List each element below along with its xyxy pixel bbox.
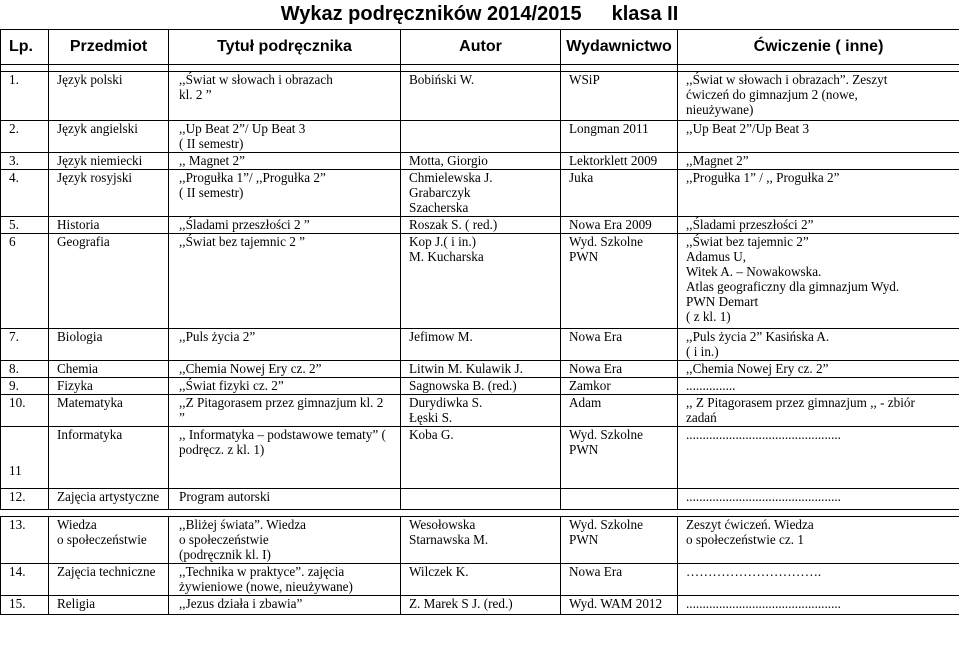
cell-title: ,,Puls życia 2”	[169, 329, 401, 361]
cell-title: ,,Bliżej świata”. Wiedza o społeczeństwie (podręcznik kl. I)	[169, 517, 401, 564]
col-header-subject: Przedmiot	[49, 30, 169, 65]
cell-exercise: ,,Magnet 2”	[678, 153, 959, 170]
table-row	[1, 596, 959, 615]
cell-exercise: ,,Up Beat 2”/Up Beat 3	[678, 121, 959, 153]
table-row	[1, 329, 959, 361]
cell-title: ,,Jezus działa i zbawia”	[169, 596, 401, 615]
title-class: klasa II	[611, 3, 679, 25]
cell-lp: 11	[1, 427, 49, 489]
cell-subject: Informatyka	[49, 427, 169, 489]
cell-publisher: Lektorklett 2009	[561, 153, 678, 170]
cell-exercise: ,,Chemia Nowej Ery cz. 2”	[678, 361, 959, 378]
cell-exercise: ,,Świat w słowach i obrazach”. Zeszyt ćwiczeń do gimnazjum 2 (nowe, nieużywane)	[678, 72, 959, 121]
table-row	[1, 361, 959, 378]
cell-subject: Religia	[49, 596, 169, 615]
cell-author	[401, 489, 561, 510]
cell-title: ,,Chemia Nowej Ery cz. 2”	[169, 361, 401, 378]
cell-subject: Matematyka	[49, 395, 169, 427]
cell-exercise: ,,Progułka 1” / ,, Progułka 2”	[678, 170, 959, 217]
cell-publisher: Nowa Era	[561, 564, 678, 596]
cell-author: Bobiński W.	[401, 72, 561, 121]
col-header-lp: Lp.	[1, 30, 49, 65]
cell-subject: Historia	[49, 217, 169, 234]
cell-exercise: ...............................................	[678, 596, 959, 615]
cell-author: Sagnowska B. (red.)	[401, 378, 561, 395]
cell-publisher: Juka	[561, 170, 678, 217]
cell-lp: 1.	[1, 72, 49, 121]
cell-subject: Chemia	[49, 361, 169, 378]
cell-lp: 8.	[1, 361, 49, 378]
cell-subject: Wiedza o społeczeństwie	[49, 517, 169, 564]
cell-author: Roszak S. ( red.)	[401, 217, 561, 234]
table-row	[1, 517, 959, 564]
cell-author: Litwin M. Kulawik J.	[401, 361, 561, 378]
table-row	[1, 489, 959, 510]
cell-exercise: ...............................................	[678, 489, 959, 510]
cell-lp: 3.	[1, 153, 49, 170]
cell-author	[401, 121, 561, 153]
cell-author: Jefimow M.	[401, 329, 561, 361]
cell-subject: Geografia	[49, 234, 169, 329]
cell-publisher: Longman 2011	[561, 121, 678, 153]
document-title	[0, 1, 959, 27]
table-row	[1, 564, 959, 596]
table-row	[1, 427, 959, 489]
cell-title: ,,Świat bez tajemnic 2 ”	[169, 234, 401, 329]
cell-publisher: WSiP	[561, 72, 678, 121]
cell-publisher: Zamkor	[561, 378, 678, 395]
cell-exercise: ,,Śladami przeszłości 2”	[678, 217, 959, 234]
textbook-table	[0, 29, 959, 615]
cell-author: Durydiwka S. Łęski S.	[401, 395, 561, 427]
cell-subject: Język polski	[49, 72, 169, 121]
table-row	[1, 153, 959, 170]
table-row	[1, 217, 959, 234]
cell-title: ,,Śladami przeszłości 2 ”	[169, 217, 401, 234]
cell-author: Koba G.	[401, 427, 561, 489]
cell-lp: 6	[1, 234, 49, 329]
cell-lp: 15.	[1, 596, 49, 615]
cell-publisher: Wyd. Szkolne PWN	[561, 427, 678, 489]
cell-title: ,,Świat fizyki cz. 2”	[169, 378, 401, 395]
cell-publisher: Nowa Era	[561, 361, 678, 378]
cell-lp: 13.	[1, 517, 49, 564]
header-gap-row	[1, 65, 959, 72]
table-row	[1, 121, 959, 153]
cell-author: Motta, Giorgio	[401, 153, 561, 170]
cell-exercise: ,, Z Pitagorasem przez gimnazjum ,, - zbiór zadań	[678, 395, 959, 427]
cell-lp: 12.	[1, 489, 49, 510]
title-main: Wykaz podręczników 2014/2015	[280, 3, 582, 25]
cell-lp: 5.	[1, 217, 49, 234]
cell-author: Wesołowska Starnawska M.	[401, 517, 561, 564]
cell-publisher: Wyd. Szkolne PWN	[561, 234, 678, 329]
table-row	[1, 378, 959, 395]
cell-publisher: Adam	[561, 395, 678, 427]
cell-title: ,,Technika w praktyce”. zajęcia żywieniowe (nowe, nieużywane)	[169, 564, 401, 596]
cell-title: ,,Progułka 1”/ ,,Progułka 2” ( II semestr)	[169, 170, 401, 217]
col-header-publisher: Wydawnictwo	[561, 30, 678, 65]
cell-publisher: Wyd. Szkolne PWN	[561, 517, 678, 564]
cell-exercise: ………………………….	[678, 564, 959, 596]
cell-exercise: ,,Świat bez tajemnic 2” Adamus U, Witek A. – Nowakowska. Atlas geograficzny dla gimnazjum Wyd. PWN Demart ( z kl. 1)	[678, 234, 959, 329]
cell-subject: Zajęcia artystyczne	[49, 489, 169, 510]
cell-subject: Fizyka	[49, 378, 169, 395]
table-row	[1, 395, 959, 427]
cell-lp: 14.	[1, 564, 49, 596]
cell-author: Z. Marek S J. (red.)	[401, 596, 561, 615]
cell-author: Wilczek K.	[401, 564, 561, 596]
cell-exercise: Zeszyt ćwiczeń. Wiedza o społeczeństwie cz. 1	[678, 517, 959, 564]
cell-subject: Zajęcia techniczne	[49, 564, 169, 596]
cell-exercise: ...............	[678, 378, 959, 395]
cell-lp: 9.	[1, 378, 49, 395]
cell-subject: Język angielski	[49, 121, 169, 153]
cell-lp: 4.	[1, 170, 49, 217]
cell-title: ,, Informatyka – podstawowe tematy” ( podręcz. z kl. 1)	[169, 427, 401, 489]
cell-lp: 7.	[1, 329, 49, 361]
cell-title: ,,Świat w słowach i obrazach kl. 2 ”	[169, 72, 401, 121]
col-header-exercise: Ćwiczenie ( inne)	[678, 30, 959, 65]
col-header-author: Autor	[401, 30, 561, 65]
cell-author: Kop J.( i in.) M. Kucharska	[401, 234, 561, 329]
col-header-title: Tytuł podręcznika	[169, 30, 401, 65]
cell-publisher: Wyd. WAM 2012	[561, 596, 678, 615]
cell-lp: 2.	[1, 121, 49, 153]
cell-title: ,,Up Beat 2”/ Up Beat 3 ( II semestr)	[169, 121, 401, 153]
table-row	[1, 234, 959, 329]
cell-publisher: Nowa Era 2009	[561, 217, 678, 234]
table-row	[1, 72, 959, 121]
cell-subject: Biologia	[49, 329, 169, 361]
cell-title: ,, Magnet 2”	[169, 153, 401, 170]
header-row	[1, 30, 959, 65]
cell-exercise: ...............................................	[678, 427, 959, 489]
cell-lp: 10.	[1, 395, 49, 427]
cell-title: ,,Z Pitagorasem przez gimnazjum kl. 2 ”	[169, 395, 401, 427]
cell-publisher: Nowa Era	[561, 329, 678, 361]
table-row	[1, 170, 959, 217]
spacer-row	[1, 510, 959, 517]
cell-exercise: ,,Puls życia 2” Kasińska A. ( i in.)	[678, 329, 959, 361]
cell-title: Program autorski	[169, 489, 401, 510]
cell-author: Chmielewska J. Grabarczyk Szacherska	[401, 170, 561, 217]
cell-subject: Język niemiecki	[49, 153, 169, 170]
cell-subject: Język rosyjski	[49, 170, 169, 217]
cell-publisher	[561, 489, 678, 510]
